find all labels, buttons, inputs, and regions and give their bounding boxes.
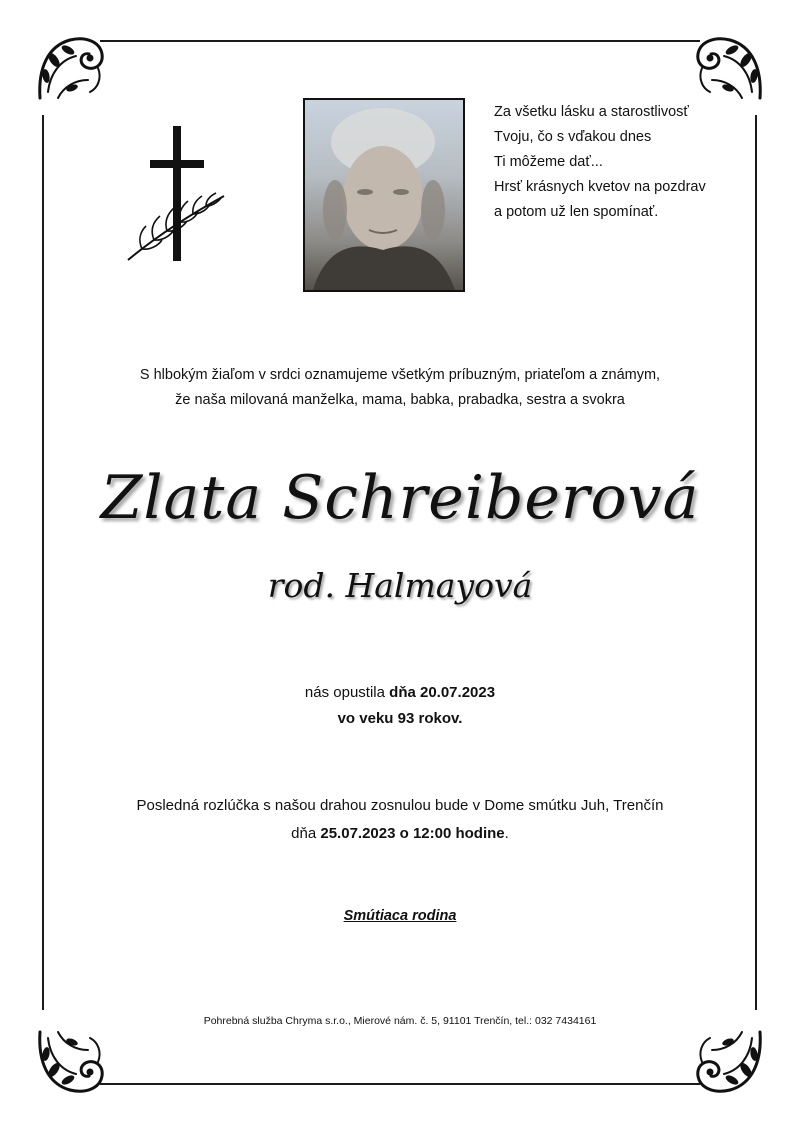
death-prefix: nás opustila [304, 684, 385, 701]
deceased-name: Zlata Schreiberová [100, 463, 700, 533]
death-info [0, 680, 800, 732]
corner-ornament-icon [692, 1022, 772, 1102]
funeral-suffix: . [504, 825, 509, 842]
corner-ornament-icon [28, 28, 108, 108]
poem-line: Tvoju, čo s vďakou dnes [494, 129, 652, 145]
frame-left-line [42, 115, 44, 1010]
maiden-name: rod. Halmayová [267, 566, 533, 605]
funeral-line-1: Posledná rozlúčka s našou drahou zosnulou bude v Dome smútku Juh, Trenčín [136, 797, 664, 814]
corner-ornament-icon [692, 28, 772, 108]
poem-line: Ti môžeme dať... [494, 154, 603, 170]
funeral-service-footer: Pohrebná služba Chryma s.r.o., Mierové nám. č. 5, 91101 Trenčín, tel.: 032 7434161 [203, 1015, 597, 1027]
death-age: vo veku 93 rokov. [337, 710, 463, 727]
poem [494, 100, 754, 225]
family-signature: Smútiaca rodina [343, 908, 457, 924]
intro-line-2: že naša milovaná manželka, mama, babka, prabadka, sestra a svokra [175, 392, 625, 408]
corner-ornament-icon [28, 1022, 108, 1102]
poem-line: a potom už len spomínať. [494, 204, 659, 220]
funeral-info [0, 792, 800, 848]
funeral-datetime: 25.07.2023 o 12:00 hodine [320, 825, 505, 842]
frame-top-line [100, 40, 700, 42]
frame-bottom-line [100, 1083, 700, 1085]
death-date: dňa 20.07.2023 [389, 684, 496, 701]
funeral-prefix: dňa [291, 825, 317, 842]
portrait-photo [303, 98, 465, 292]
cross-icon [122, 122, 232, 267]
poem-line: Za všetku lásku a starostlivosť [494, 104, 689, 120]
intro-line-1: S hlbokým žiaľom v srdci oznamujeme všetkým príbuzným, priateľom a známym, [139, 367, 661, 383]
frame-right-line [755, 115, 757, 1010]
announcement-intro [0, 363, 800, 413]
poem-line: Hrsť krásnych kvetov na pozdrav [494, 179, 706, 195]
